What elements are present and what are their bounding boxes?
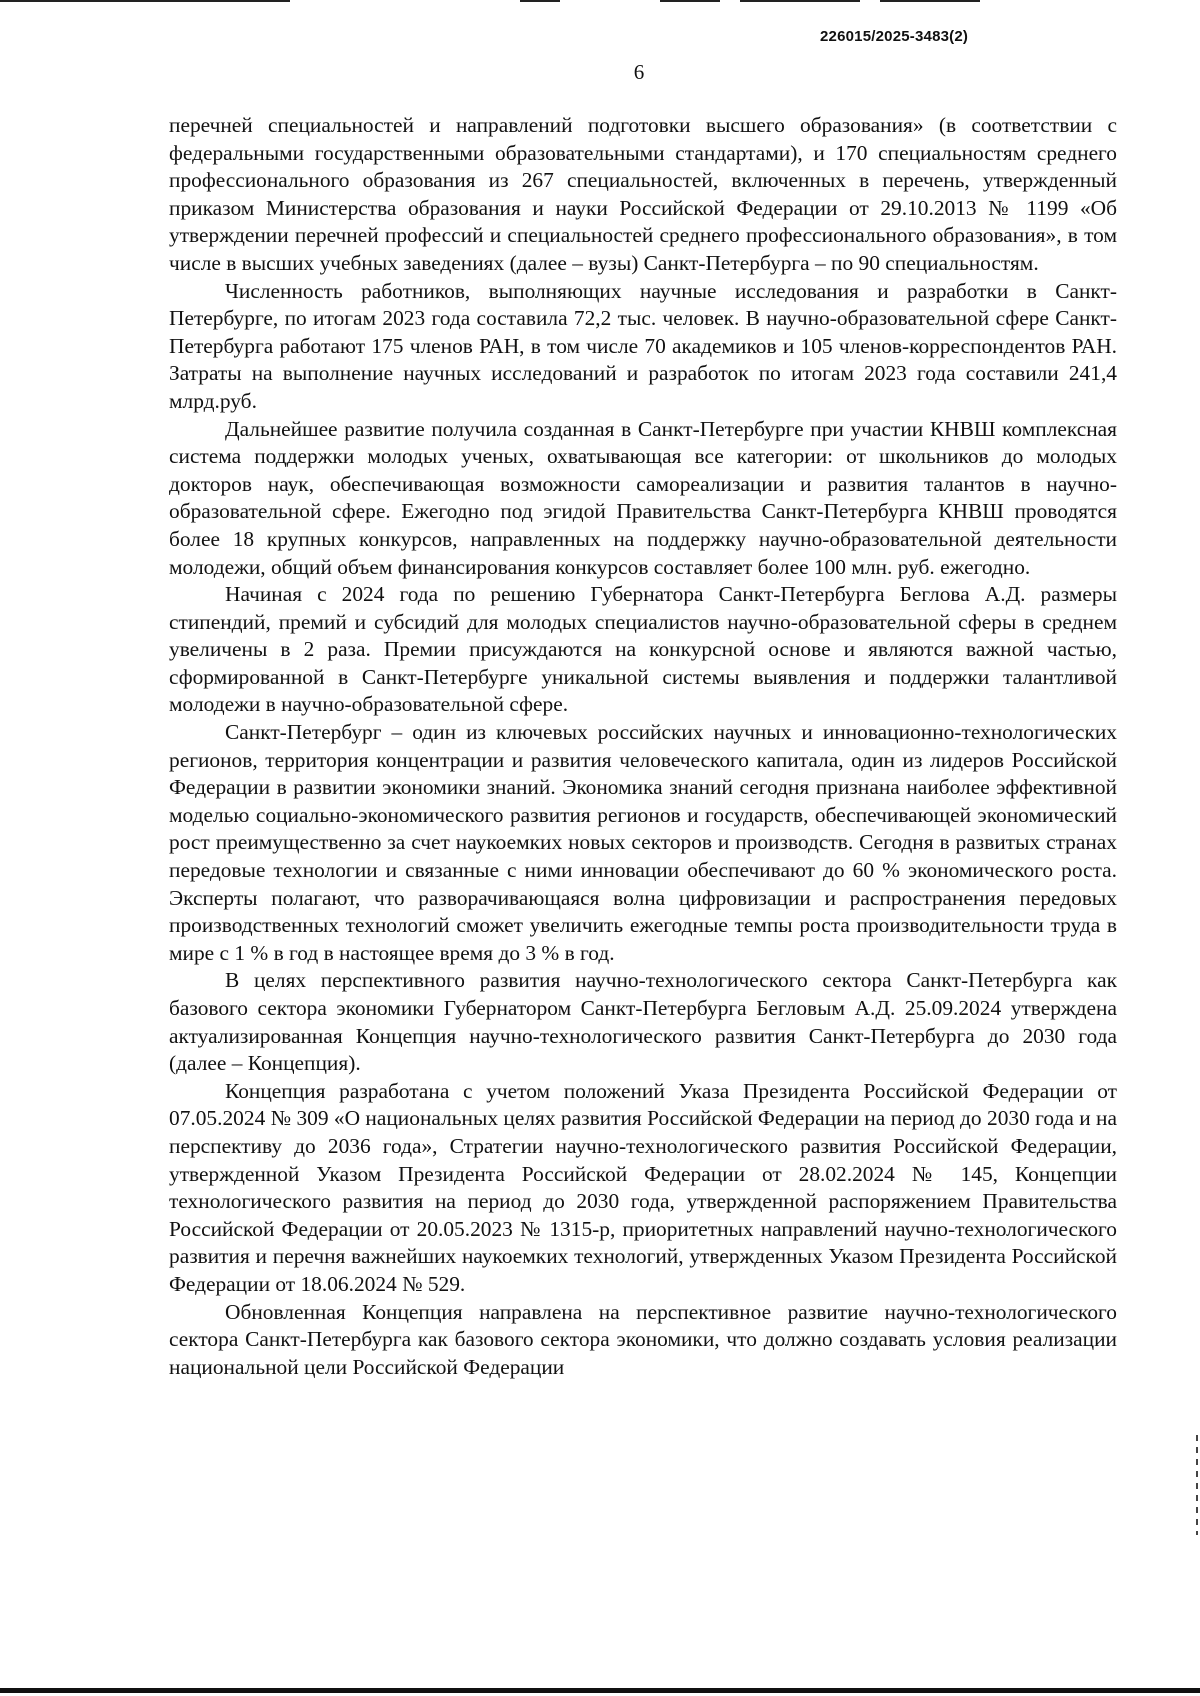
paragraph-5: Санкт-Петербург – один из ключевых российских научных и инновационно-технологических регионов, территория концентрации и развития человеческого капитала, один из лидеров Российской Федерации в развитии экономики знаний. Экономика знаний сегодня признана наиболее эффективной моделью социально-экономического развития регионов и государств, обеспечивающей экономический рост преимущественно за счет наукоемких новых секторов и производств. Сегодня в развитых странах передовые технологии и связанные с ними инновации обеспечивают до 60 % экономического роста. Эксперты полагают, что разворачивающаяся волна цифровизации и распространения передовых производственных технологий сможет увеличить ежегодные темпы роста производительности труда в мире с 1 % в год в настоящее время до 3 % в год. xyxy=(169,720,1117,965)
document-body xyxy=(169,112,1117,1381)
paragraph-3: Дальнейшее развитие получила созданная в Санкт-Петербурге при участии КНВШ комплексная система поддержки молодых ученых, охватывающая все категории: от школьников до молодых докторов наук, обеспечивающая возможности самореализации и развития талантов в научно-образовательной сфере. Ежегодно под эгидой Правительства Санкт-Петербурга КНВШ проводятся более 18 крупных конкурсов, направленных на поддержку научно-образовательной деятельности молодежи, общий объем финансирования конкурсов составляет более 100 млн. руб. ежегодно. xyxy=(169,416,1117,579)
scan-top-edge-marks xyxy=(0,0,1200,6)
paragraph-7: Концепция разработана с учетом положений Указа Президента Российской Федерации от 07.05.2024 № 309 «О национальных целях развития Российской Федерации на период до 2030 года и на перспективу до 2036 года», Стратегии научно-технологического развития Российской Федерации, утвержденной Указом Президента Российской Федерации от 28.02.2024 № 145, Концепции технологического развития на период до 2030 года, утвержденной распоряжением Правительства Российской Федерации от 20.05.2023 № 1315-р, приоритетных направлений научно-технологического развития и перечня важнейших наукоемких технологий, утвержденных Указом Президента Российской Федерации от 18.06.2024 № 529. xyxy=(169,1078,1117,1296)
page-number: 6 xyxy=(633,60,645,84)
paragraph-2: Численность работников, выполняющих научные исследования и разработки в Санкт-Петербурге, по итогам 2023 года составила 72,2 тыс. человек. В научно-образовательной сфере Санкт-Петербурга работают 175 членов РАН, в том числе 70 академиков и 105 членов-корреспондентов РАН. Затраты на выполнение научных исследований и разработок по итогам 2023 года составили 241,4 млрд.руб. xyxy=(169,278,1117,413)
paragraph-6: В целях перспективного развития научно-технологического сектора Санкт-Петербурга как базового сектора экономики Губернатором Санкт-Петербурга Бегловым А.Д. 25.09.2024 утверждена актуализированная Концепция научно-технологического развития Санкт-Петербурга до 2030 года (далее – Концепция). xyxy=(169,968,1117,1076)
paragraph-8: Обновленная Концепция направлена на перспективное развитие научно-технологического сектора Санкт-Петербурга как базового сектора экономики, что должно создавать условия реализации национальной цели Российской Федерации xyxy=(169,1299,1117,1379)
scan-right-edge-artifact xyxy=(1196,1435,1198,1535)
scan-bottom-edge-line xyxy=(0,1688,1200,1693)
document-registration-number: 226015/2025-3483(2) xyxy=(820,28,969,45)
paragraph-4: Начиная с 2024 года по решению Губернатора Санкт-Петербурга Беглова А.Д. размеры стипендий, премий и субсидий для молодых специалистов научно-образовательной сферы в среднем увеличены в 2 раза. Премии присуждаются на конкурсной основе и являются важной частью, сформированной в Санкт-Петербурге уникальной системы выявления и поддержки талантливой молодежи в научно-образовательной сфере. xyxy=(169,582,1117,717)
paragraph-1: перечней специальностей и направлений подготовки высшего образования» (в соответствии с федеральными государственными образовательными стандартами), и 170 специальностям среднего профессионального образования из 267 специальностей, включенных в перечень, утвержденный приказом Министерства образования и науки Российской Федерации от 29.10.2013 № 1199 «Об утверждении перечней профессий и специальностей среднего профессионального образования», в том числе в высших учебных заведениях (далее – вузы) Санкт-Петербурга – по 90 специальностям. xyxy=(169,113,1117,275)
